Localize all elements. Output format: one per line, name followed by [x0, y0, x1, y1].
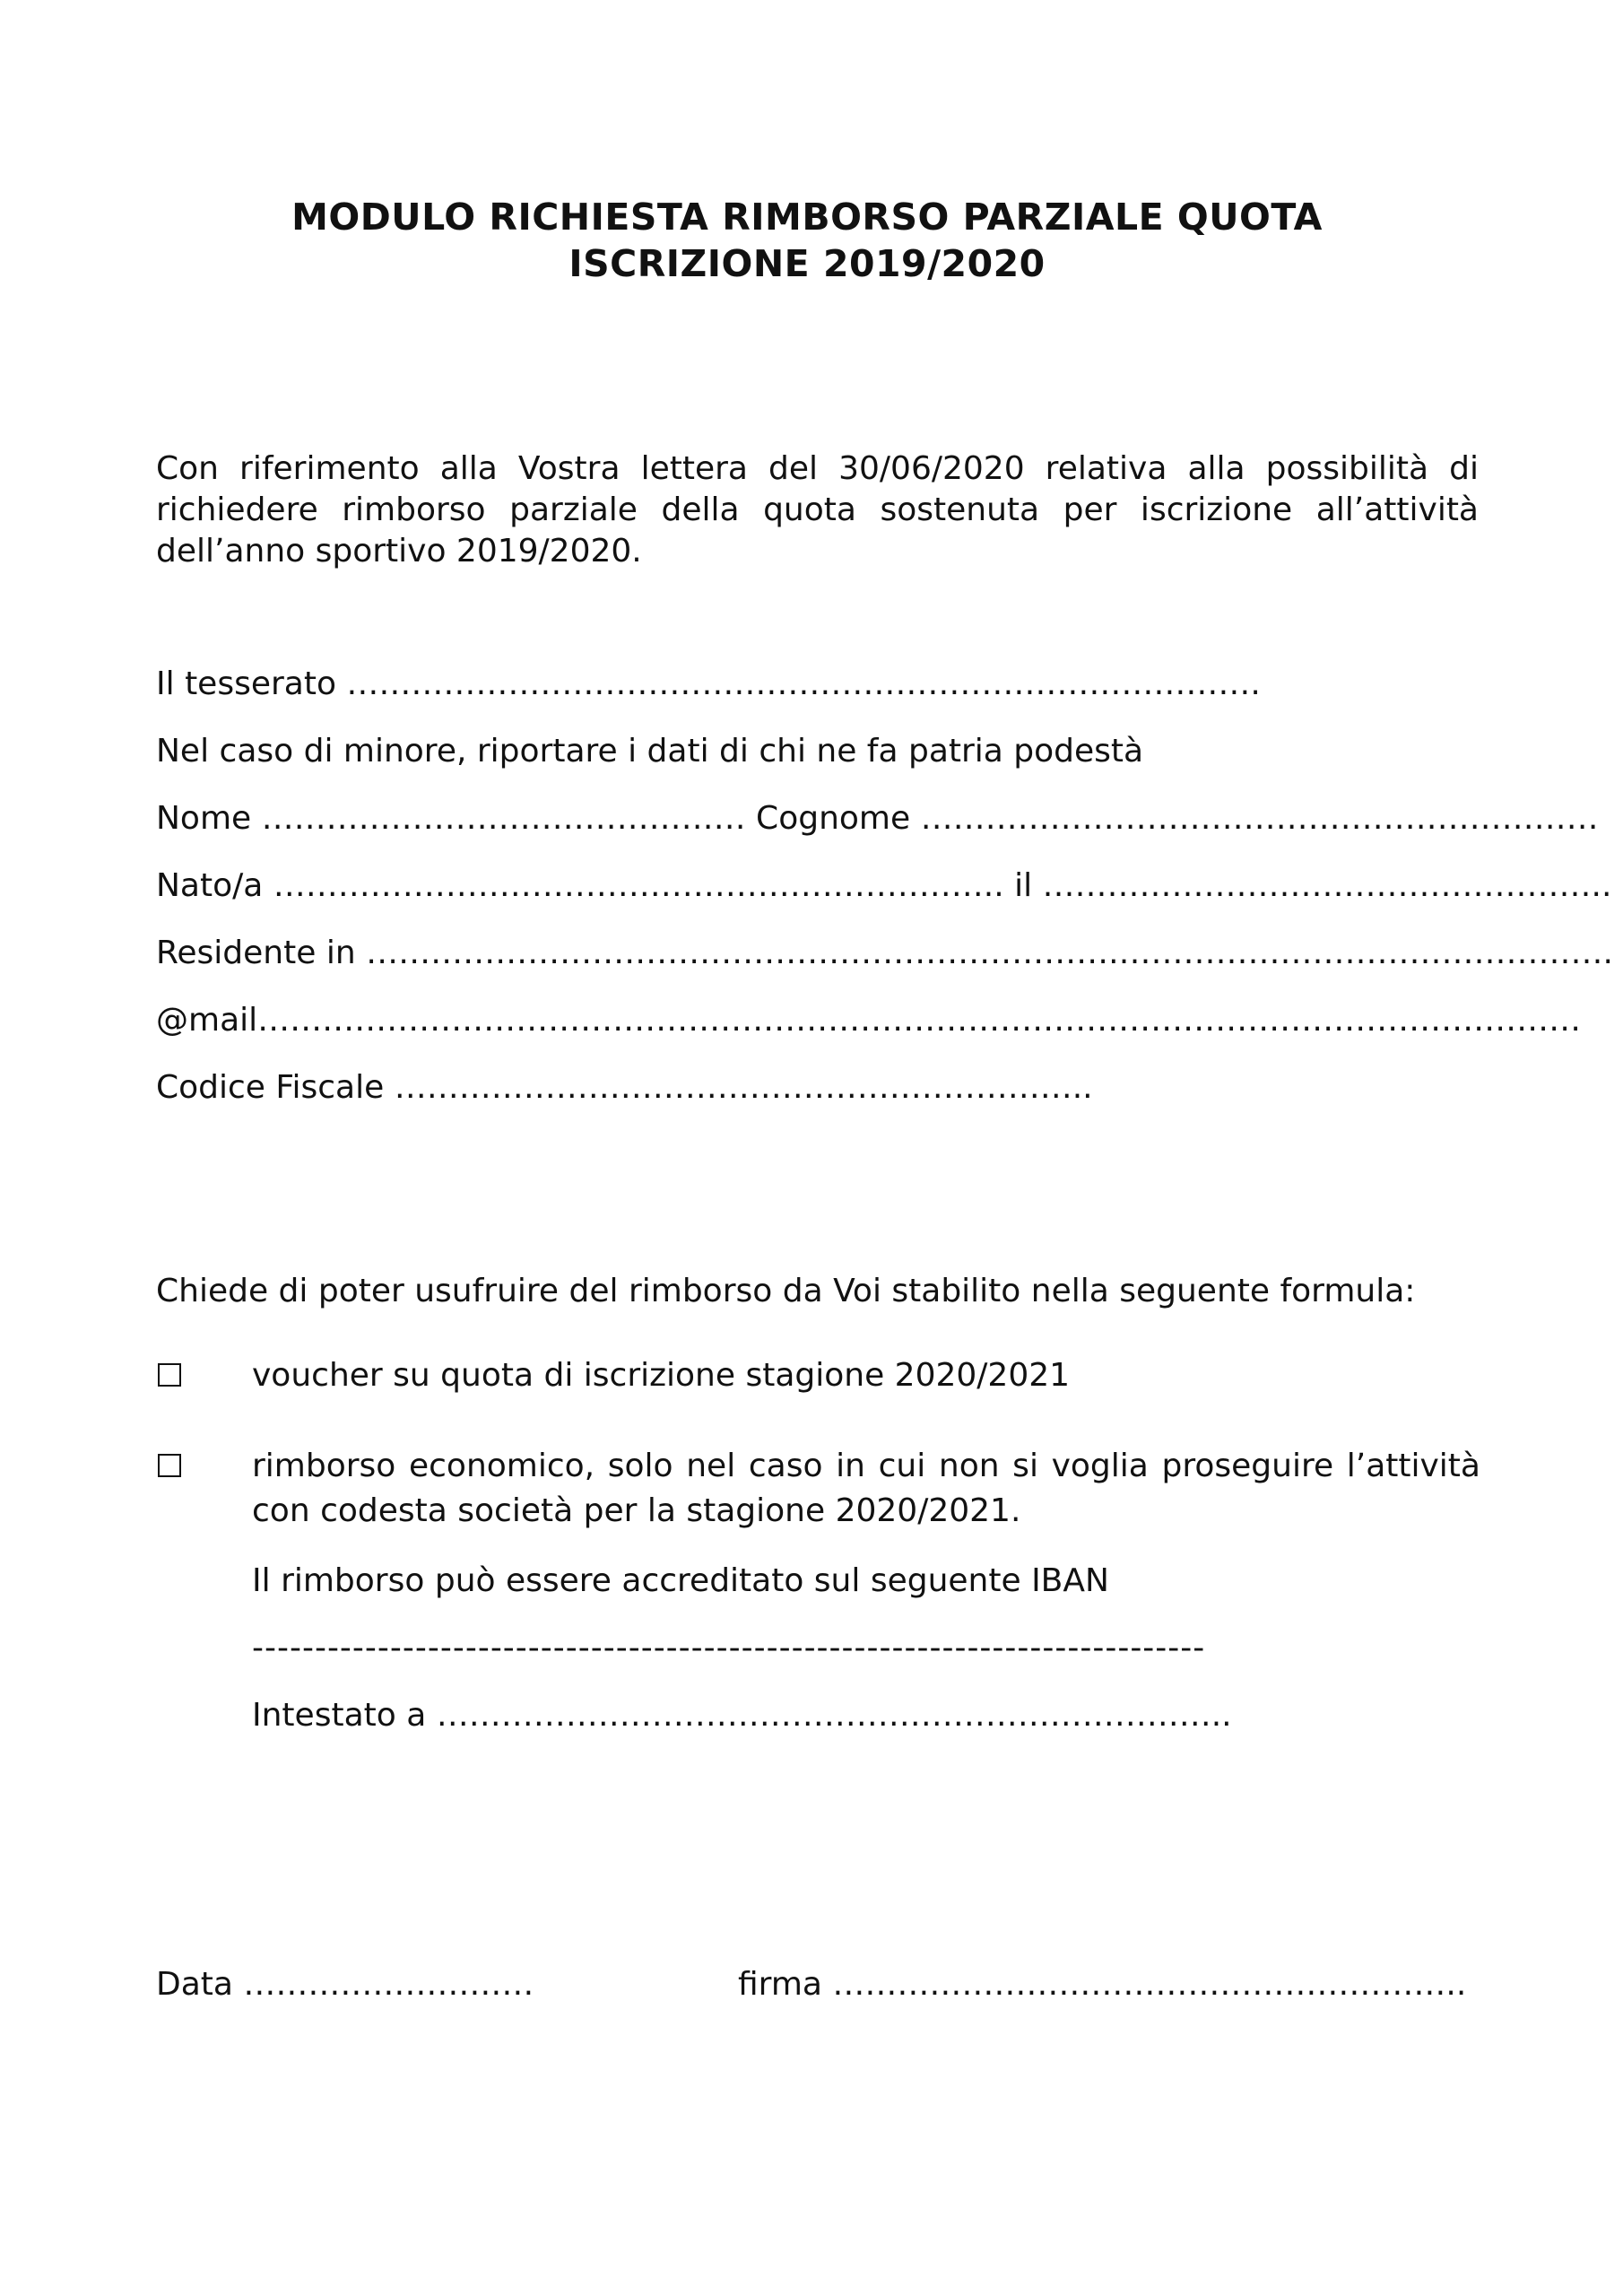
refund-option-label — [252, 1444, 1480, 1534]
form-title-line-2: ISCRIZIONE 2019/2020 — [568, 242, 1046, 285]
form-title-line-1: MODULO RICHIESTA RIMBORSO PARZIALE QUOTA — [291, 196, 1323, 239]
voucher-checkbox[interactable] — [158, 1363, 181, 1387]
firma-field[interactable]: firma ………………………………………………….. — [738, 1966, 1467, 2003]
data-field[interactable]: Data ……………………… — [156, 1966, 534, 2003]
minor-note: Nel caso di minore, riportare i dati di chi ne fa patria podestà — [156, 733, 1144, 770]
intro-line-3: dell’anno sportivo 2019/2020. — [156, 533, 642, 570]
intro-line-2: richiedere rimborso parziale della quota sostenuta per iscrizione all’attività — [156, 491, 1479, 528]
refund-option-line-1: rimborso economico, solo nel caso in cui non si voglia proseguire l’attività — [252, 1448, 1480, 1484]
intro-paragraph — [156, 448, 1479, 572]
nato-field[interactable]: Nato/a ………………………………………………………….. il …………………………………………….. — [156, 867, 1612, 904]
request-intro: Chiede di poter usufruire del rimborso da Voi stabilito nella seguente formula: — [156, 1273, 1416, 1309]
nome-cognome-field[interactable]: Nome ……………………………………… Cognome ……………………………………………………… — [156, 800, 1599, 837]
voucher-option-label: voucher su quota di iscrizione stagione 2020/2021 — [252, 1357, 1071, 1394]
residente-field[interactable]: Residente in …………………………………………………………….………………………………………. — [156, 935, 1613, 971]
intestato-field[interactable]: Intestato a ……………………………………………………………….. — [252, 1697, 1232, 1734]
email-field[interactable]: @mail…………………………………………………………………………………………………………… — [156, 1002, 1582, 1039]
refund-checkbox[interactable] — [158, 1454, 181, 1477]
codice-fiscale-field[interactable]: Codice Fiscale ……………………………………………………….. — [156, 1069, 1093, 1106]
refund-option-line-2: con codesta società per la stagione 2020/2021. — [252, 1492, 1021, 1529]
intro-line-1: Con riferimento alla Vostra lettera del 30/06/2020 relativa alla possibilità di — [156, 450, 1479, 487]
iban-label: Il rimborso può essere accreditato sul seguente IBAN — [252, 1562, 1109, 1599]
tesserato-field[interactable]: Il tesserato …………………………………………………………………………. — [156, 665, 1261, 702]
iban-input-line[interactable]: ---------------------------------------------------------------------------- — [252, 1630, 1206, 1666]
